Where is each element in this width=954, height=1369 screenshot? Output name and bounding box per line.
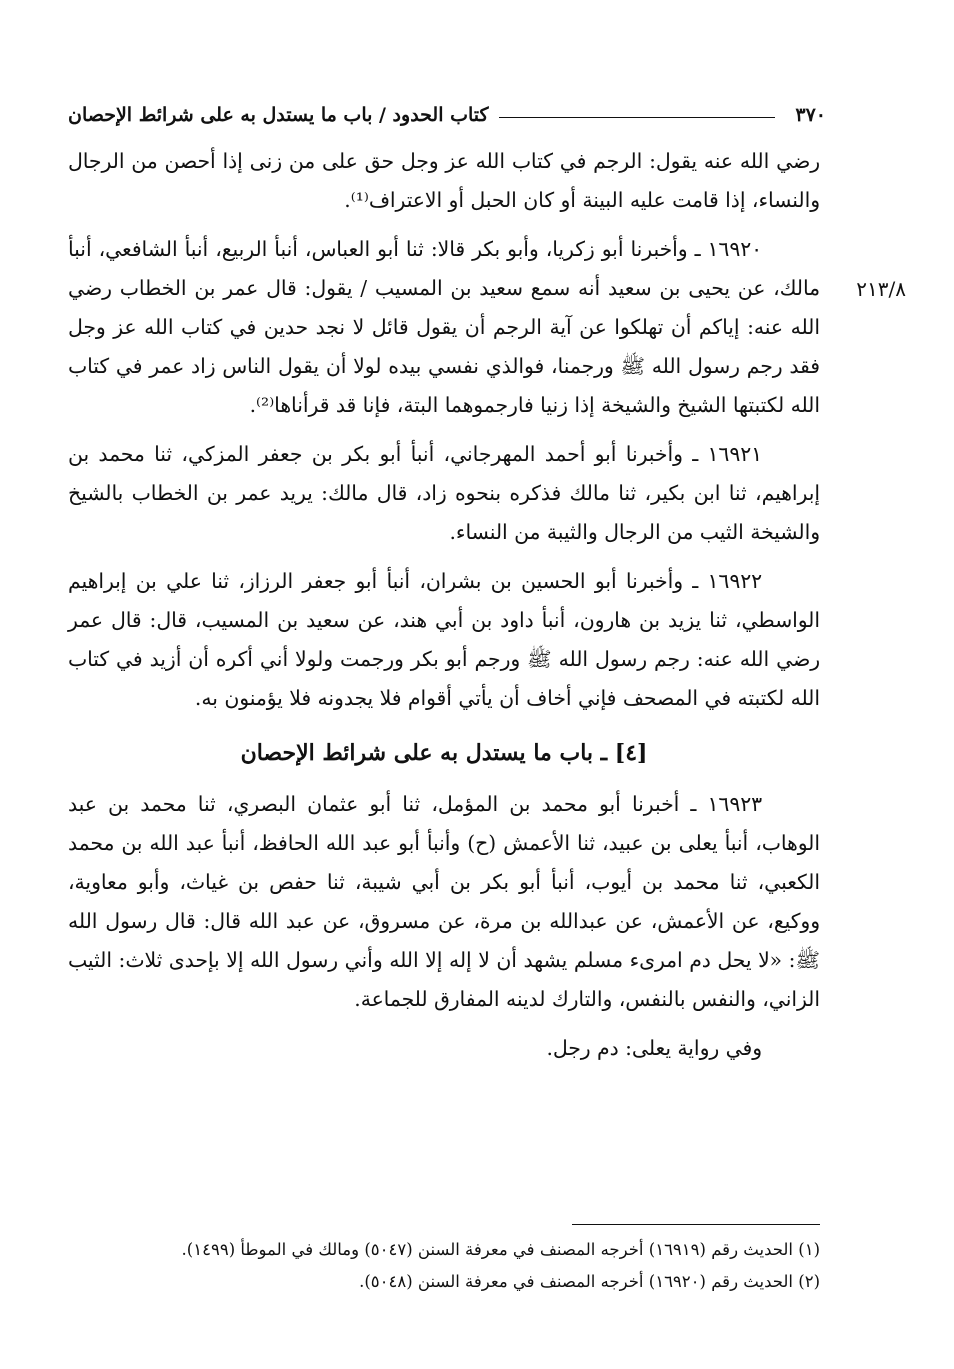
paragraph-continuation: رضي الله عنه يقول: الرجم في كتاب الله عز وجل حق على من زنى إذا أحصن من الرجال والنساء، إذا قامت عليه البينة أو كان الحبل أو الاعتراف⁽¹⁾. [68, 149, 820, 212]
main-text [68, 142, 820, 1078]
narration-variant: وفي رواية يعلى: دم رجل. [546, 1036, 762, 1060]
footnote-2: (٢) الحديث رقم (١٦٩٢٠) أخرجه المصنف في معرفة السنن (٥٠٤٨). [359, 1272, 820, 1291]
page-header [68, 92, 826, 126]
footnotes [68, 1234, 820, 1298]
hadith-16921: ١٦٩٢١ ـ وأخبرنا أبو أحمد المهرجاني، أنبأ أبو بكر بن جعفر المزكي، ثنا محمد بن إبراهيم، ثنا ابن بكير، ثنا مالك فذكره بنحوه زاد، قال مالك: يريد عمر بن الخطاب بالشيخ والشيخة الثيب من الرجال والثيبة من النساء. [68, 442, 820, 544]
footnote-rule [572, 1224, 820, 1225]
hadith-16920: ١٦٩٢٠ ـ وأخبرنا أبو زكريا، وأبو بكر قالا: ثنا أبو العباس، أنبأ الربيع، أنبأ الشافعي، أنبأ مالك، عن يحيى بن سعيد أنه سمع سعيد بن المسيب / يقول: قال عمر بن الخطاب رضي الله عنه: إياكم أن تهلكوا عن آية الرجم أن يقول قائل لا نجد حدين في كتاب الله عز وجل فقد رجم رسول الله ﷺ ورجمنا، فوالذي نفسي بيده لولا أن يقول الناس زاد عمر في كتاب الله لكتبتها الشيخ والشيخة إذا زنيا فارجموهما البتة، فإنا قد قرأناها⁽²⁾. [68, 237, 820, 417]
page-number: ٣٧٠ [795, 104, 826, 126]
hadith-16923: ١٦٩٢٣ ـ أخبرنا أبو محمد بن المؤمل، ثنا أبو عثمان البصري، ثنا محمد بن عبد الوهاب، أنبأ يعلى بن عبيد، ثنا الأعمش (ح) وأنبأ أبو عبد الله الحافظ، أنبأ عبد الله بن محمد الكعبي، ثنا محمد بن أيوب، أنبأ أبو بكر بن أبي شيبة، ثنا حفص بن غياث، وأبو معاوية، ووكيع، عن الأعمش، عن عبدالله بن مرة، عن مسروق، عن عبد الله قال: قال رسول الله ﷺ: «لا يحل دم امرىء مسلم يشهد أن لا إله إلا الله وأني رسول الله إلا بإحدى ثلاث: الثيب الزاني، والنفس بالنفس، والتارك لدينه المفارق للجماعة. [68, 792, 820, 1011]
hadith-16922: ١٦٩٢٢ ـ وأخبرنا أبو الحسين بن بشران، أنبأ أبو جعفر الرزاز، ثنا علي بن إبراهيم الواسطي، ثنا يزيد بن هارون، أنبأ داود بن أبي هند، عن سعيد بن المسيب، قال: قال عمر رضي الله عنه: رجم رسول الله ﷺ ورجم أبو بكر ورجمت ولولا أني أكره أن أزيد في كتاب الله لكتبته في المصحف فإني أخاف أن يأتي أقوام فلا يجدونه فلا يؤمنون به. [68, 569, 820, 710]
margin-reference: ٢١٣/٨ [856, 277, 906, 301]
running-title: كتاب الحدود / باب ما يستدل به على شرائط الإحصان [68, 104, 489, 126]
footnote-1: (١) الحديث رقم (١٦٩١٩) أخرجه المصنف في معرفة السنن (٥٠٤٧) ومالك في الموطأ (١٤٩٩). [181, 1240, 820, 1259]
header-rule [499, 117, 776, 118]
chapter-heading: [٤] ـ باب ما يستدل به على شرائط الإحصان [240, 740, 648, 766]
